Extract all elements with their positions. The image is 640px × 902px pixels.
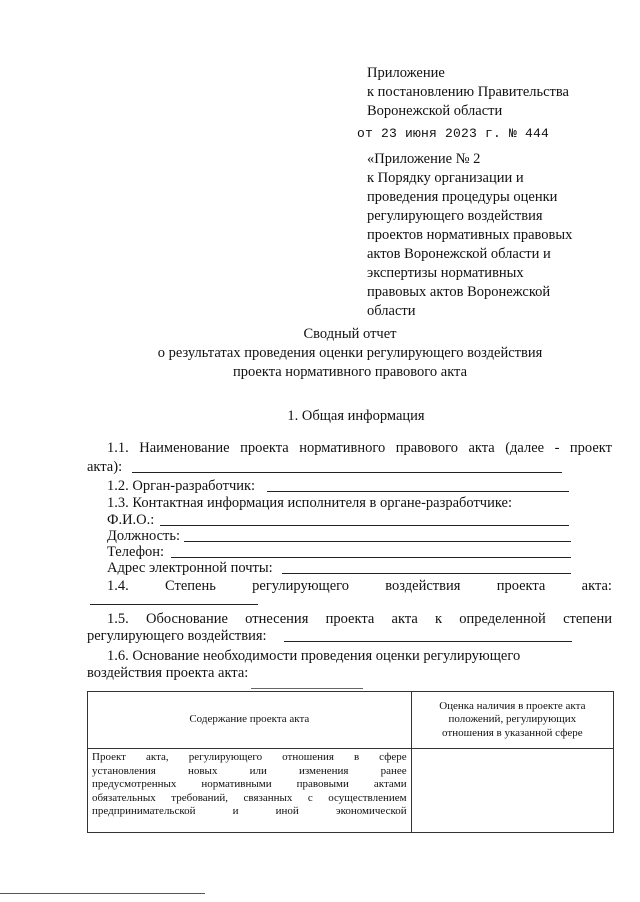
- appendix-2-block: [367, 150, 572, 321]
- item-1-2: 1.2. Орган-разработчик:: [107, 478, 256, 494]
- word: Обоснование: [145, 611, 228, 627]
- item-1-1-cont: акта):: [87, 459, 123, 475]
- fill-line-position: [184, 541, 571, 542]
- table-header-row: [88, 692, 614, 749]
- appendix-2-line: проектов нормативных правовых: [367, 227, 573, 243]
- word: -: [554, 440, 560, 456]
- word: с: [307, 791, 313, 804]
- item-1-5-cont: регулирующего воздействия:: [87, 628, 267, 644]
- word: Проект: [92, 751, 126, 763]
- word: воздействия: [385, 578, 461, 594]
- table-header-assessment: [411, 692, 613, 749]
- fill-line-1-5: [284, 641, 572, 642]
- table-header-content: [88, 692, 412, 749]
- fill-line-1-2: [267, 491, 569, 492]
- word: правовыми: [296, 778, 349, 790]
- word: проекта: [240, 440, 289, 456]
- item-1-6-line-1: 1.6. Основание необходимости проведения оценки регулирующего: [107, 648, 521, 664]
- header-line: Оценка наличия в проекте акта: [439, 699, 586, 712]
- word: осуществлением: [328, 791, 407, 804]
- table-header-label: Содержание проекта акта: [189, 713, 310, 726]
- cell-line: [92, 778, 407, 792]
- word: акта:: [581, 578, 612, 594]
- appendix-line-2: к постановлению Правительства: [367, 84, 569, 100]
- appendix-2-line: регулирующего воздействия: [367, 208, 543, 224]
- word: изменения: [298, 764, 349, 777]
- word: проекта: [496, 578, 546, 594]
- word: 1.1.: [107, 440, 129, 456]
- appendix-line-3: Воронежской области: [367, 103, 503, 119]
- item-1-3: 1.3. Контактная информация исполнителя в органе-разработчике:: [107, 495, 513, 511]
- appendix-2-line: «Приложение № 2: [367, 151, 481, 167]
- word: иной: [275, 805, 299, 817]
- word: предусмотренных: [92, 778, 177, 790]
- header-line: отношения в указанной сфере: [442, 726, 583, 739]
- word: Степень: [165, 578, 216, 594]
- word: и: [232, 805, 239, 817]
- word: нормативного: [299, 440, 386, 456]
- fill-line-1-4: [90, 604, 258, 605]
- word: проекта: [325, 611, 375, 627]
- word: 1.4.: [107, 578, 129, 594]
- appendix-2-line: актов Воронежской области и: [367, 246, 551, 262]
- word: обязательных: [92, 791, 156, 804]
- word: степени: [563, 611, 612, 627]
- fill-line-1-1: [132, 472, 562, 473]
- header-line: положений, регулирующих: [448, 713, 577, 726]
- word: актами: [373, 778, 407, 790]
- word: ранее: [380, 764, 407, 777]
- word: связанных: [243, 791, 293, 804]
- appendix-date-number: от 23 июня 2023 г. № 444: [357, 126, 550, 141]
- word: правового: [395, 440, 458, 456]
- word: (далее: [505, 440, 545, 456]
- fill-line-email: [282, 573, 571, 574]
- word: требований,: [171, 791, 229, 804]
- fill-line-phone: [171, 557, 571, 558]
- word: или: [249, 764, 267, 777]
- appendix-2-line: к Порядку организации и: [367, 170, 524, 186]
- cell-line: [92, 792, 407, 806]
- footer-rule: [0, 893, 205, 894]
- cell-line: [92, 805, 407, 819]
- item-1-6-line-2: воздействия проекта акта:: [87, 665, 249, 681]
- fio-label: Ф.И.О.:: [107, 512, 155, 528]
- position-label: Должность:: [107, 528, 180, 544]
- table-row: [88, 749, 614, 833]
- word: отнесения: [245, 611, 309, 627]
- appendix-2-line: проведения процедуры оценки: [367, 189, 558, 205]
- word: экономической: [335, 805, 407, 817]
- email-label: Адрес электронной почты:: [107, 560, 273, 576]
- phone-label: Телефон:: [107, 544, 165, 560]
- word: предпринимательской: [92, 805, 196, 817]
- word: проект: [569, 440, 612, 456]
- report-title: Сводный отчет: [303, 326, 397, 342]
- appendix-line-1: Приложение: [367, 65, 445, 81]
- word: установления: [92, 764, 156, 777]
- report-subtitle-1: о результатах проведения оценки регулирующего воздействия: [157, 345, 543, 361]
- cell-line: [92, 751, 407, 765]
- word: в: [353, 751, 360, 763]
- appendix-2-line: правовых актов Воронежской: [367, 284, 551, 300]
- word: регулирующего: [188, 751, 263, 763]
- appendix-2-line: экспертизы нормативных: [367, 265, 524, 281]
- word: Наименование: [139, 440, 230, 456]
- appendix-2-line: области: [367, 303, 416, 319]
- item-1-1: [107, 439, 612, 458]
- table-cell-assessment: [411, 749, 613, 833]
- cell-line: [92, 765, 407, 779]
- word: сфере: [379, 751, 407, 763]
- word: акта: [468, 440, 495, 456]
- word: акта,: [146, 751, 169, 763]
- fill-line-1-6: [251, 688, 363, 689]
- item-1-4: [107, 577, 612, 596]
- word: нормативными: [201, 778, 272, 790]
- word: отношения: [282, 751, 334, 763]
- word: регулирующего: [252, 578, 349, 594]
- word: новых: [187, 764, 218, 777]
- section-heading: 1. Общая информация: [287, 408, 425, 424]
- regulation-table: [87, 691, 614, 833]
- table-cell-content: [88, 749, 412, 833]
- word: акта: [391, 611, 418, 627]
- fill-line-fio: [160, 525, 569, 526]
- report-subtitle-2: проекта нормативного правового акта: [232, 364, 468, 380]
- word: к: [435, 611, 443, 627]
- word: определенной: [459, 611, 546, 627]
- word: 1.5.: [107, 611, 129, 627]
